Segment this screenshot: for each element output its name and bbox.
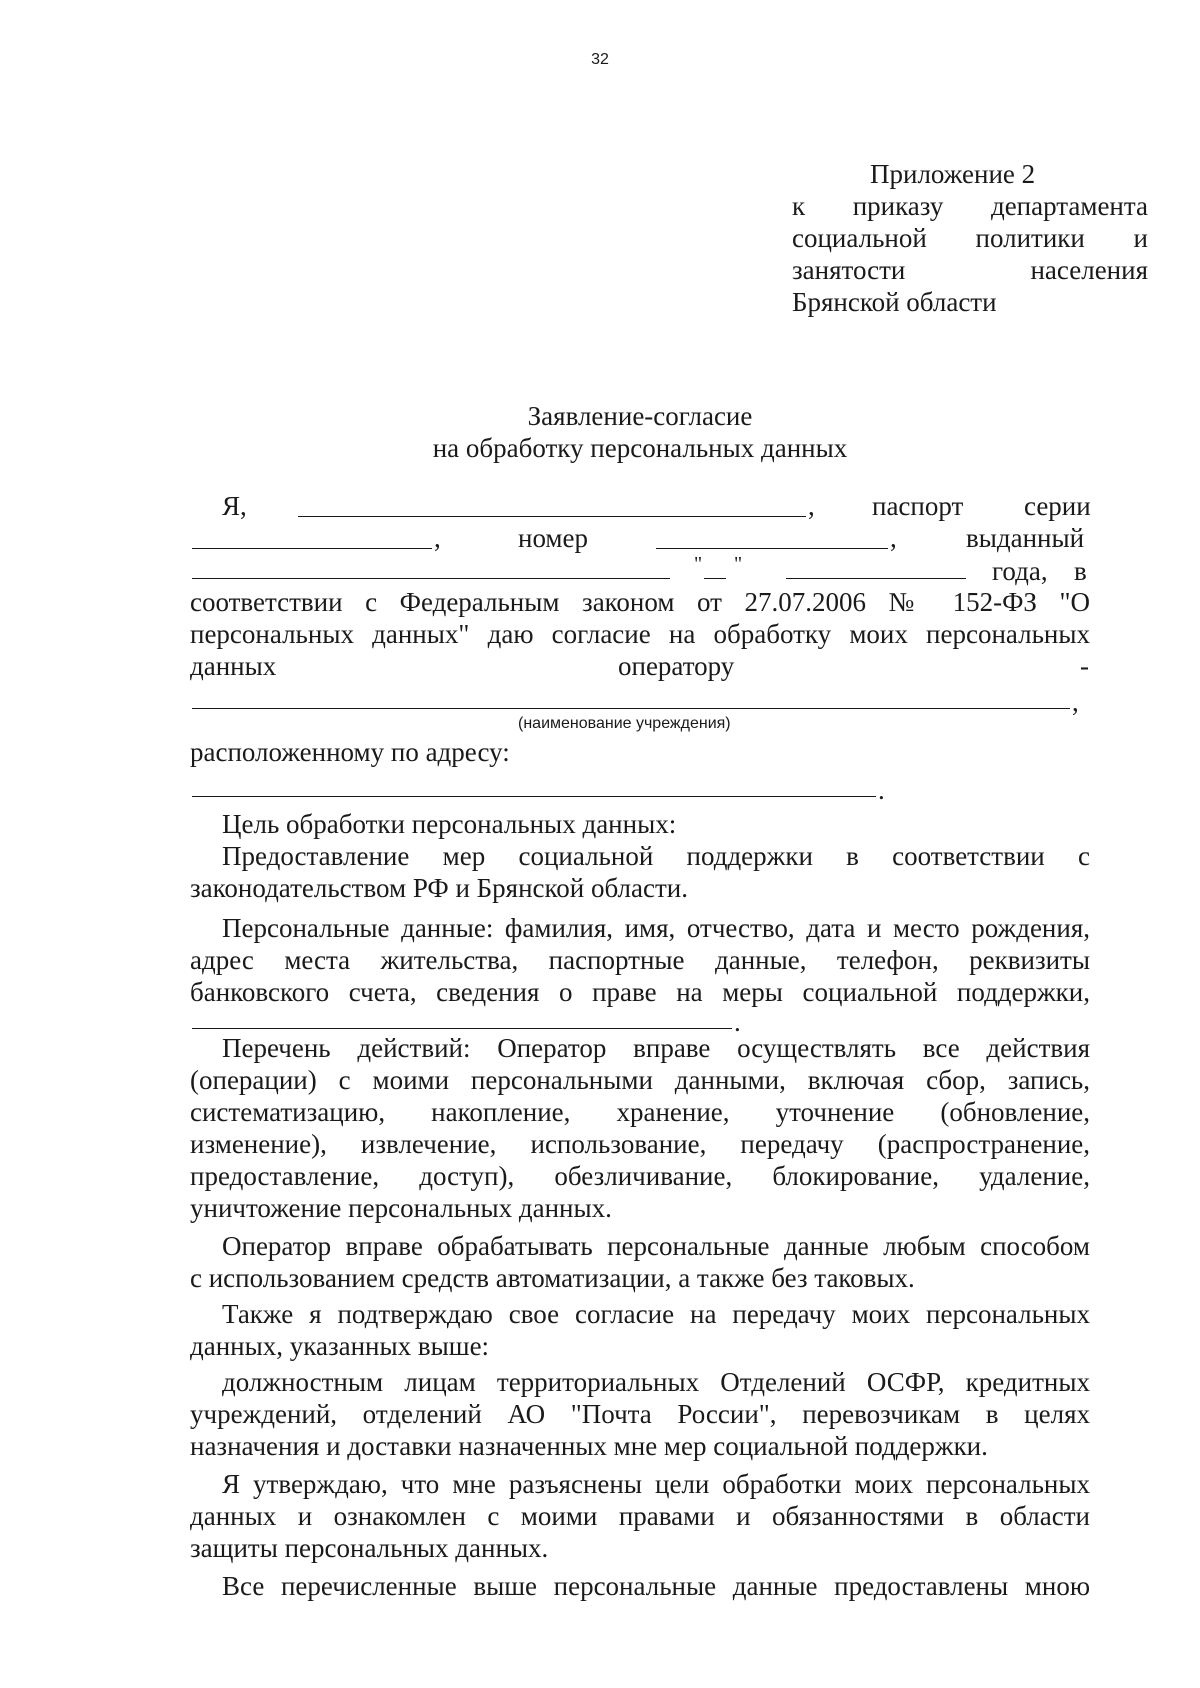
document-title-line-1: Заявление-согласие: [527, 401, 753, 431]
appendix-word: приказу: [852, 191, 944, 221]
transfer-line-1: Также я подтверждаю свое согласие на передачу моих персональных: [222, 1299, 1090, 1329]
institution-caption: (наименование учреждения): [518, 715, 731, 732]
officials-line-1: должностным лицам территориальных Отделений ОСФР, кредитных: [222, 1367, 1090, 1397]
day-blank-line[interactable]: [704, 578, 726, 579]
confirm-line-1: Я утверждаю, что мне разъяснены цели обработки моих персональных: [222, 1469, 1090, 1499]
officials-line-2: учреждений, отделений АО "Почта России", перевозчикам в целях: [190, 1399, 1090, 1429]
final-line-1: Все перечисленные выше персональные данные предоставлены мною: [222, 1571, 1090, 1601]
quote-open: ": [694, 553, 703, 575]
issuer-blank-line[interactable]: [192, 578, 670, 579]
appendix-line-3: [792, 254, 1148, 286]
document-title-line-2: на обработку персональных данных: [432, 433, 848, 463]
operator-word-1: данных: [190, 651, 277, 681]
address-label: расположенному по адресу:: [190, 737, 510, 767]
series-blank-line[interactable]: [192, 548, 432, 549]
appendix-word: социальной: [792, 223, 927, 253]
series-label: серии: [1024, 491, 1091, 521]
period: .: [734, 1007, 741, 1037]
pd-extra-blank-line[interactable]: [192, 1028, 732, 1029]
method-line-1: Оператор вправе обрабатывать персональные данные любым способом: [222, 1231, 1090, 1261]
appendix-line-1: [792, 190, 1148, 222]
appendix-word: политики: [975, 223, 1085, 253]
pd-line-1: Персональные данные: фамилия, имя, отчество, дата и место рождения,: [222, 913, 1090, 943]
confirm-line-2: данных и ознакомлен с моими правами и обязанностями в области: [190, 1501, 1090, 1531]
comma: ,: [890, 523, 897, 553]
officials-line-3: назначения и доставки назначенных мне мер социальной поддержки.: [190, 1431, 988, 1461]
number-label: номер: [518, 523, 589, 553]
quote-close: ": [734, 553, 743, 575]
appendix-title: Приложение 2: [870, 159, 1036, 189]
name-blank-line[interactable]: [298, 516, 806, 517]
pd-line-3: банковского счета, сведения о праве на меры социальной поддержки,: [190, 977, 1090, 1007]
comma: ,: [434, 523, 441, 553]
comma: ,: [1072, 687, 1079, 717]
operator-dash: -: [1080, 651, 1089, 681]
purpose-line-2: законодательством РФ и Брянской области.: [190, 873, 688, 903]
appendix-word: департамента: [990, 191, 1148, 221]
purpose-line-1: Предоставление мер социальной поддержки в соответствии с: [222, 841, 1090, 871]
appendix-word: занятости: [792, 255, 906, 285]
actions-line-3: систематизацию, накопление, хранение, уточнение (обновление,: [190, 1097, 1090, 1127]
transfer-line-2: данных, указанных выше:: [190, 1331, 490, 1361]
issued-label: выданный: [966, 523, 1085, 553]
actions-line-5: предоставление, доступ), обезличивание, блокирование, удаление,: [190, 1161, 1090, 1191]
actions-line-6: уничтожение персональных данных.: [190, 1193, 612, 1223]
actions-line-4: изменение), извлечение, использование, передачу (распространение,: [190, 1129, 1090, 1159]
actions-line-2: (операции) с моими персональными данными, включая сбор, запись,: [190, 1065, 1090, 1095]
confirm-line-3: защиты персональных данных.: [190, 1533, 549, 1563]
passport-label: паспорт: [872, 491, 964, 521]
ya-label: Я,: [222, 491, 247, 521]
actions-line-1: Перечень действий: Оператор вправе осуществлять все действия: [222, 1033, 1090, 1063]
operator-word-2: оператору: [618, 651, 735, 681]
pd-line-2: адрес места жительства, паспортные данные, телефон, реквизиты: [190, 945, 1090, 975]
appendix-word: населения: [1030, 255, 1148, 285]
purpose-title: Цель обработки персональных данных:: [222, 809, 677, 839]
page-number: 32: [591, 51, 609, 68]
appendix-line-4: Брянской области: [792, 287, 997, 317]
number-blank-line[interactable]: [656, 548, 888, 549]
v-label: в: [1074, 556, 1087, 586]
law-line-2: персональных данных" даю согласие на обработку моих персональных: [190, 619, 1090, 649]
method-line-2: с использованием средств автоматизации, а также без таковых.: [190, 1263, 915, 1293]
appendix-word: и: [1133, 223, 1148, 253]
period: .: [878, 775, 885, 805]
year-label: года,: [992, 556, 1048, 586]
month-blank-line[interactable]: [786, 578, 966, 579]
appendix-line-2: [792, 222, 1148, 254]
law-line-1: соответствии с Федеральным законом от 27.07.2006 № 152-ФЗ "О: [190, 587, 1090, 617]
institution-blank-line[interactable]: [192, 708, 1070, 709]
appendix-word: к: [792, 191, 806, 221]
comma: ,: [808, 491, 815, 521]
address-blank-line[interactable]: [192, 796, 876, 797]
